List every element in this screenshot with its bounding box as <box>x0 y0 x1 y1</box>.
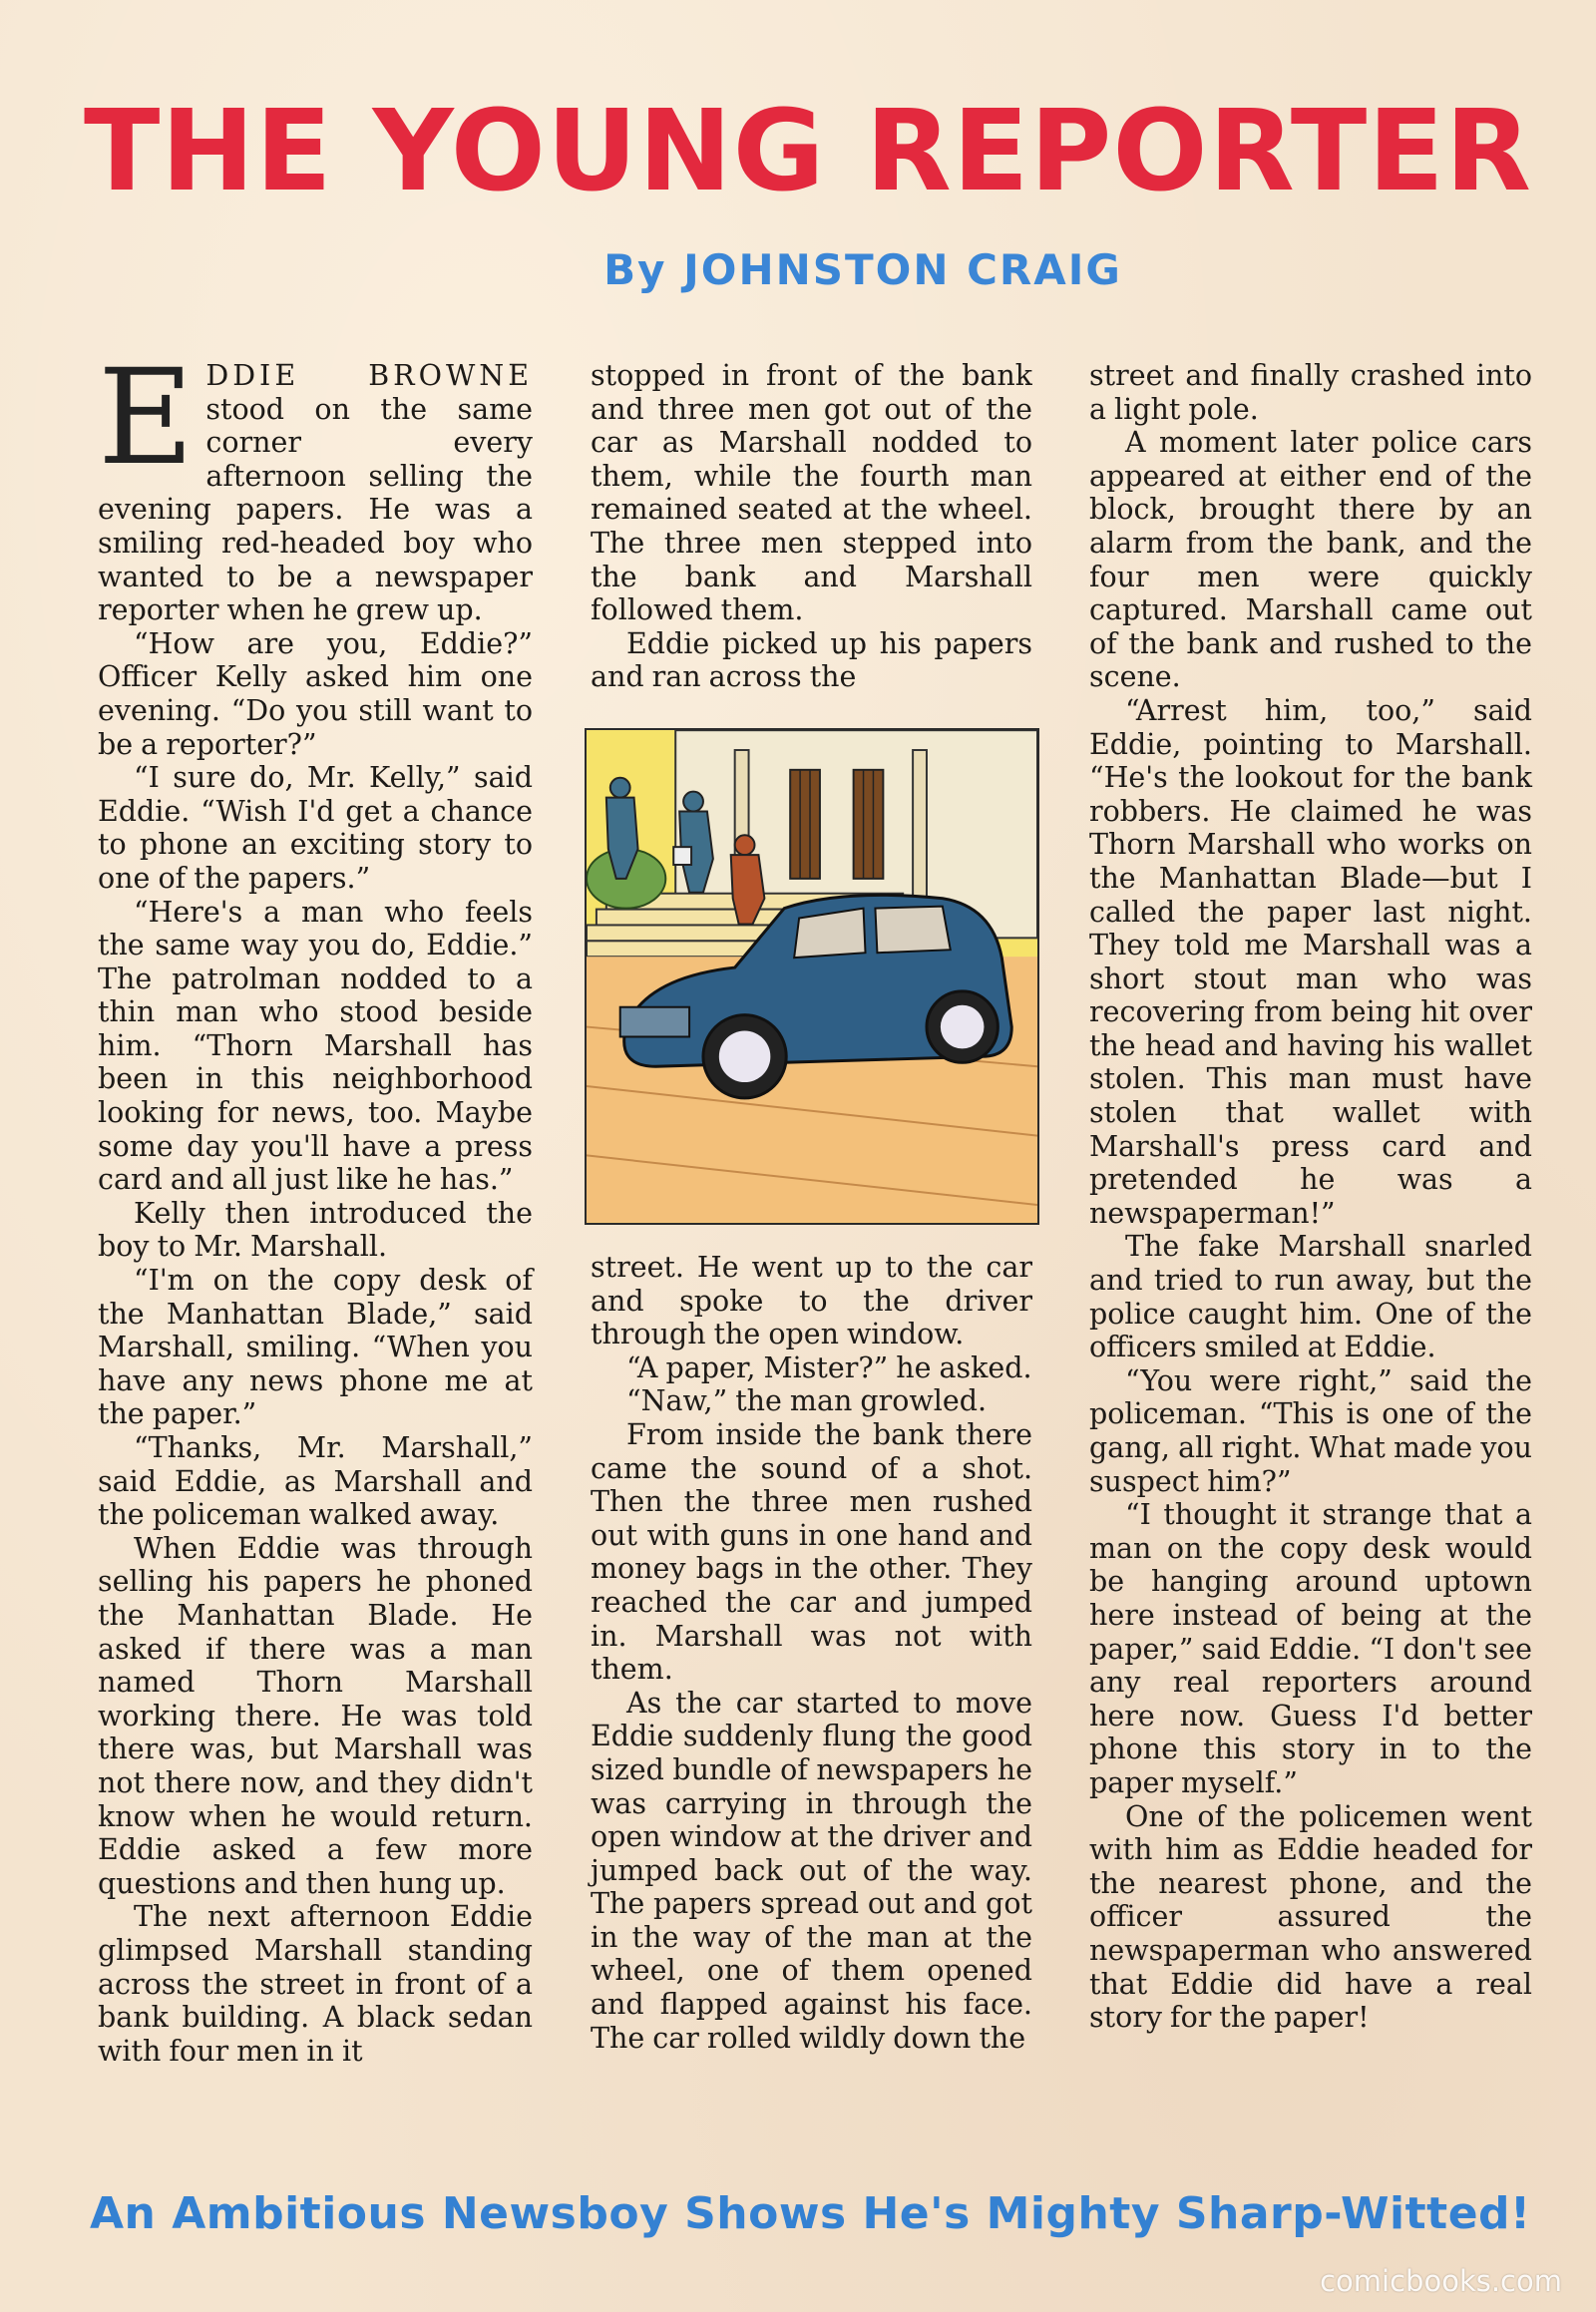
story-byline: By JOHNSTON CRAIG <box>603 245 1122 294</box>
bank-window <box>854 770 884 879</box>
story-illustration <box>585 728 1039 1225</box>
paragraph: “Naw,” the man growled. <box>626 1384 988 1418</box>
paragraph: Kelly then introduced the boy to Mr. Marshall. <box>98 1196 533 1264</box>
paragraph: The fake Marshall snarled and tried to run away, but the police caught him. One of the officers smiled at Eddie. <box>1089 1230 1532 1364</box>
story-tagline: An Ambitious Newsboy Shows He's Mighty Sharp-Witted! <box>90 2188 1531 2239</box>
site-watermark: comicbooks.com <box>1320 2264 1562 2298</box>
paragraph: “How are you, Eddie?” Officer Kelly asked him one evening. “Do you still want to be a reporter?” <box>98 626 533 761</box>
opening-paragraph <box>98 341 533 627</box>
paragraph: street. He went up to the car and spoke to the driver through the open window. <box>591 1251 1032 1351</box>
story-title: THE YOUNG REPORTER <box>84 87 1532 216</box>
text-column-1 <box>98 341 533 2068</box>
paragraph: “I thought it strange that a man on the copy desk would be hanging around uptown here instead of being at the paper,” said Eddie. “I don't see any real reporters around here now. Guess I'd better phone this story in to the paper myself.” <box>1089 1498 1532 1799</box>
paragraph-text: stood on the same corner every afternoon selling the evening papers. He was a smiling red-headed boy who wanted to be a newspaper reporter when he grew up. <box>98 392 533 627</box>
bank-window <box>790 770 820 879</box>
paragraph: As the car started to move Eddie suddenly flung the good sized bundle of newspapers he was carrying in through the open window at the driver and jumped back out of the way. The papers spread out and got in the way of the man at the wheel, one of them opened and flapped against his face. The car rolled wildly down the <box>591 1686 1032 2055</box>
opening-small-caps: DDIE BROWNE <box>205 359 533 392</box>
paragraph: street and finally crashed into a light pole. <box>1089 359 1532 426</box>
drop-cap: E <box>98 341 195 495</box>
paragraph: “Arrest him, too,” said Eddie, pointing to Marshall. “He's the lookout for the bank robbers. He claimed he was Thorn Marshall who works on the Manhattan Blade—but I called the paper last night. They told me Marshall was a short stout man who was recovering from being hit over the head and having his wallet stolen. This man must have stolen that wallet with Marshall's press card and pretended he was a newspaperman!” <box>1089 693 1532 1230</box>
paragraph: “You were right,” said the policeman. “This is one of the gang, all right. What made you suspect him?” <box>1089 1363 1532 1498</box>
paragraph: One of the policemen went with him as Eddie headed for the nearest phone, and the officer assured the newspaperman who answered that Eddie did have a real story for the paper! <box>1089 1799 1532 2035</box>
bank-robbery-illustration <box>587 730 1037 1223</box>
text-column-2 <box>591 359 1032 2055</box>
paragraph: stopped in front of the bank and three men got out of the car as Marshall nodded to them, while the fourth man remained seated at the wheel. The three men stepped into the bank and Marshall followed them. <box>591 359 1032 627</box>
paragraph: “I sure do, Mr. Kelly,” said Eddie. “Wish I'd get a chance to phone an exciting story to one of the papers.” <box>98 761 533 895</box>
paragraph: When Eddie was through selling his papers he phoned the Manhattan Blade. He asked if there was a man named Thorn Marshall working there. He was told there was, but Marshall was not there now, and they didn't know when he would return. Eddie asked a few more questions and then hung up. <box>98 1531 533 1900</box>
paragraph: “A paper, Mister?” he asked. <box>626 1350 1032 1384</box>
paragraph: Eddie picked up his papers and ran across the <box>591 626 1032 694</box>
paragraph: From inside the bank there came the sound of a shot. Then the three men rushed out with guns in one hand and money bags in the other. They reached the car and jumped in. Marshall was not with them. <box>591 1417 1032 1687</box>
paragraph: “I'm on the copy desk of the Manhattan Blade,” said Marshall, smiling. “When you have any news phone me at the paper.” <box>98 1264 533 1431</box>
paragraph: “Thanks, Mr. Marshall,” said Eddie, as Marshall and the policeman walked away. <box>98 1431 533 1532</box>
text-column-3 <box>1089 359 1532 2035</box>
paragraph: A moment later police cars appeared at either end of the block, brought there by an alarm from the bank, and the four men were quickly captured. Marshall came out of the bank and rushed to the scene. <box>1089 426 1532 694</box>
paragraph: The next afternoon Eddie glimpsed Marshall standing across the street in front of a bank building. A black sedan with four men in it <box>98 1900 533 2068</box>
paragraph: “Here's a man who feels the same way you do, Eddie.” The patrolman nodded to a thin man who stood beside him. “Thorn Marshall has been in this neighborhood looking for news, too. Maybe some day you'll have a press card and all just like he has.” <box>98 895 533 1197</box>
